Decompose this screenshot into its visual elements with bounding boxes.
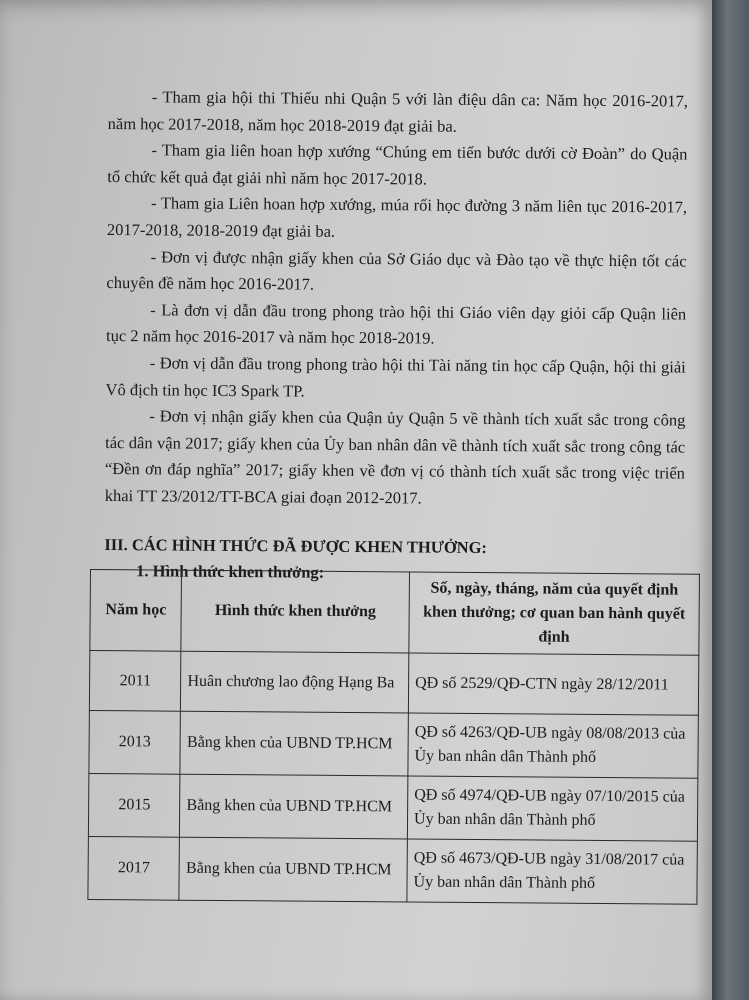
body-text bbox=[104, 84, 688, 588]
cell-decision: QĐ số 4673/QĐ-UB ngày 31/08/2017 của Ủy ban nhân dân Thành phố bbox=[407, 839, 697, 904]
awards-table bbox=[87, 569, 700, 905]
cell-award-form: Bằng khen của UBND TP.HCM bbox=[179, 837, 407, 902]
achievement-paragraph: - Đơn vị dẫn đầu trong phong trào hội thi Tài năng tin học cấp Quận, hội thi giải Vô địch tin học IC3 Spark TP. bbox=[105, 353, 686, 401]
book-edge bbox=[712, 0, 749, 1000]
achievement-paragraph: - Tham gia Liên hoan hợp xướng, múa rối học đường 3 năm liên tục 2016-2017, 2017-2018, 2018-2019 đạt giải ba. bbox=[106, 193, 688, 241]
table-header-row bbox=[90, 570, 700, 656]
header-year: Năm học bbox=[90, 570, 182, 652]
cell-award-form: Bằng khen của UBND TP.HCM bbox=[180, 711, 408, 776]
achievement-paragraph: - Đơn vị nhận giấy khen của Quận ủy Quận 5 về thành tích xuất sắc trong công tác dân vận 2017; giấy khen của Ủy ban nhân dân về thành tích xuất sắc trong công tác “Đền ơn đáp nghĩa” 2017; giấy khen về đơn vị có thành tích xuất sắc trong việc triển khai TT 23/2012/TT-BCA giai đoạn 2012-2017. bbox=[104, 406, 686, 508]
achievement-paragraph: - Là đơn vị dẫn đầu trong phong trào hội thi Giáo viên dạy giỏi cấp Quận liên tục 2 năm học 2016-2017 và năm học 2018-2019. bbox=[105, 300, 687, 348]
cell-award-form: Huân chương lao động Hạng Ba bbox=[181, 651, 409, 713]
achievement-paragraph: - Tham gia liên hoan hợp xướng “Chúng em tiến bước dưới cờ Đoàn” do Quận tổ chức kết quả đạt giải nhì năm học 2017-2018. bbox=[107, 140, 688, 189]
cell-award-form: Bằng khen của UBND TP.HCM bbox=[180, 774, 408, 839]
cell-year: 2013 bbox=[89, 710, 181, 774]
cell-decision: QĐ số 4263/QĐ-UB ngày 08/08/2013 của Ủy ban nhân dân Thành phố bbox=[408, 713, 698, 778]
subsection-heading: 1. Hình thức khen thưởng: bbox=[136, 560, 325, 582]
header-award-form: Hình thức khen thưởng bbox=[181, 570, 409, 653]
achievement-paragraph: - Tham gia hội thi Thiếu nhi Quận 5 với làn điệu dân ca: Năm học 2016-2017, năm học 2017-2018, năm học 2018-2019 đạt giải ba. bbox=[107, 87, 688, 136]
table-row bbox=[89, 651, 698, 716]
table-row bbox=[88, 836, 697, 904]
cell-year: 2015 bbox=[88, 773, 180, 837]
cell-year: 2011 bbox=[89, 651, 181, 712]
section-heading: III. CÁC HÌNH THỨC ĐÃ ĐƯỢC KHEN THƯỞNG: bbox=[104, 534, 488, 557]
table-row bbox=[89, 710, 698, 778]
achievement-paragraph: - Đơn vị được nhận giấy khen của Sở Giáo dục và Đào tạo về thực hiện tốt các chuyên đề năm học 2016-2017. bbox=[106, 246, 687, 294]
header-decision: Số, ngày, tháng, năm của quyết định khen thưởng; cơ quan ban hành quyết định bbox=[409, 572, 700, 655]
cell-year: 2017 bbox=[88, 836, 180, 900]
cell-decision: QĐ số 2529/QĐ-CTN ngày 28/12/2011 bbox=[408, 653, 698, 715]
table-row bbox=[88, 773, 697, 841]
cell-decision: QĐ số 4974/QĐ-UB ngày 07/10/2015 của Ủy ban nhân dân Thành phố bbox=[407, 776, 697, 841]
